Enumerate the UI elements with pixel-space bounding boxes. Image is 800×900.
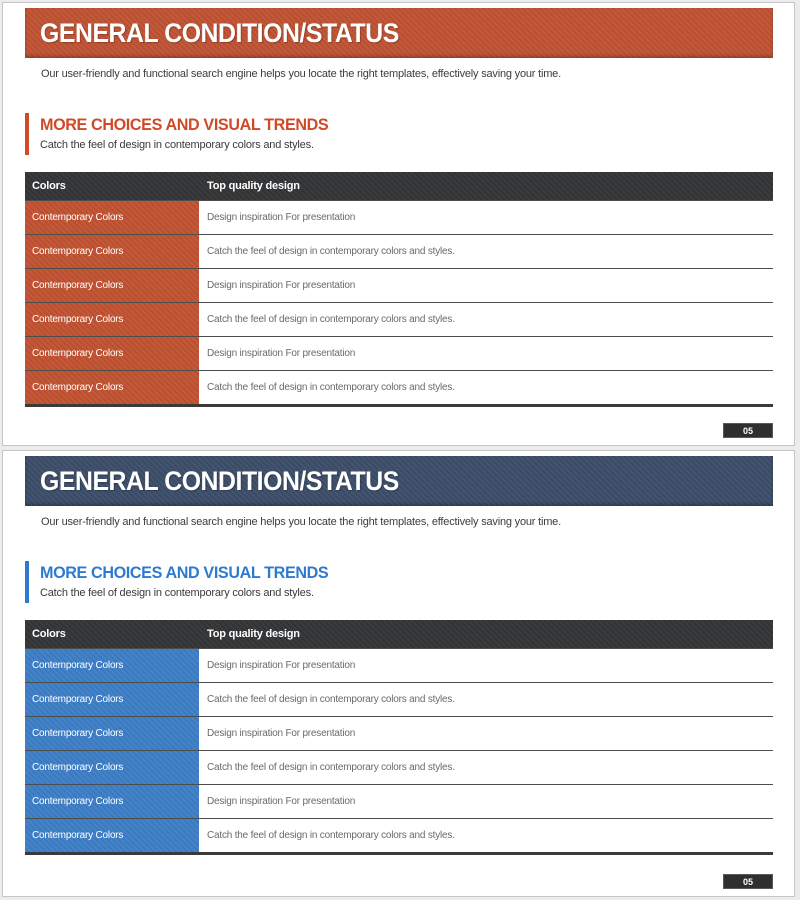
row-description: Catch the feel of design in contemporary colors and styles. [199,683,773,716]
slide-title: GENERAL CONDITION/STATUS [40,465,399,496]
table-row [25,682,773,716]
row-description: Design inspiration For presentation [199,337,773,370]
row-description: Catch the feel of design in contemporary colors and styles. [199,751,773,784]
row-label: Contemporary Colors [25,717,199,750]
row-label: Contemporary Colors [25,683,199,716]
section-heading: MORE CHOICES AND VISUAL TRENDS [40,115,329,134]
table-header-row [25,620,773,648]
table-row [25,370,773,404]
intro-text: Our user-friendly and functional search engine helps you locate the right templates, effectively saving your time. [41,68,561,80]
section-subheading: Catch the feel of design in contemporary colors and styles. [40,587,314,599]
row-description: Catch the feel of design in contemporary colors and styles. [199,235,773,268]
row-label: Contemporary Colors [25,303,199,336]
page-number-badge: 05 [723,423,773,438]
row-description: Catch the feel of design in contemporary colors and styles. [199,371,773,404]
page-number-badge: 05 [723,874,773,889]
row-label: Contemporary Colors [25,751,199,784]
table-row [25,200,773,234]
section-header [25,113,772,155]
title-banner [25,8,773,58]
content-table [25,172,773,407]
section-heading: MORE CHOICES AND VISUAL TRENDS [40,563,329,582]
table-row [25,818,773,852]
row-description: Design inspiration For presentation [199,201,773,234]
table-row [25,268,773,302]
table-row [25,336,773,370]
slide-blue[interactable] [2,450,795,897]
row-label: Contemporary Colors [25,337,199,370]
table-row [25,234,773,268]
column-header-top-quality: Top quality design [207,628,300,640]
intro-text: Our user-friendly and functional search engine helps you locate the right templates, effectively saving your time. [41,516,561,528]
row-description: Design inspiration For presentation [199,269,773,302]
column-header-colors: Colors [32,628,66,640]
row-label: Contemporary Colors [25,235,199,268]
row-description: Design inspiration For presentation [199,785,773,818]
column-header-colors: Colors [32,180,66,192]
column-header-top-quality: Top quality design [207,180,300,192]
table-row [25,302,773,336]
row-label: Contemporary Colors [25,785,199,818]
table-row [25,784,773,818]
title-banner [25,456,773,506]
row-label: Contemporary Colors [25,819,199,852]
row-description: Catch the feel of design in contemporary colors and styles. [199,819,773,852]
row-description: Catch the feel of design in contemporary colors and styles. [199,303,773,336]
row-label: Contemporary Colors [25,269,199,302]
section-header [25,561,772,603]
table-header-row [25,172,773,200]
row-description: Design inspiration For presentation [199,717,773,750]
table-row [25,648,773,682]
content-table [25,620,773,855]
slide-title: GENERAL CONDITION/STATUS [40,17,399,48]
slide-orange[interactable] [2,2,795,446]
row-label: Contemporary Colors [25,371,199,404]
section-subheading: Catch the feel of design in contemporary colors and styles. [40,139,314,151]
table-row [25,750,773,784]
row-label: Contemporary Colors [25,649,199,682]
row-label: Contemporary Colors [25,201,199,234]
row-description: Design inspiration For presentation [199,649,773,682]
table-row [25,716,773,750]
